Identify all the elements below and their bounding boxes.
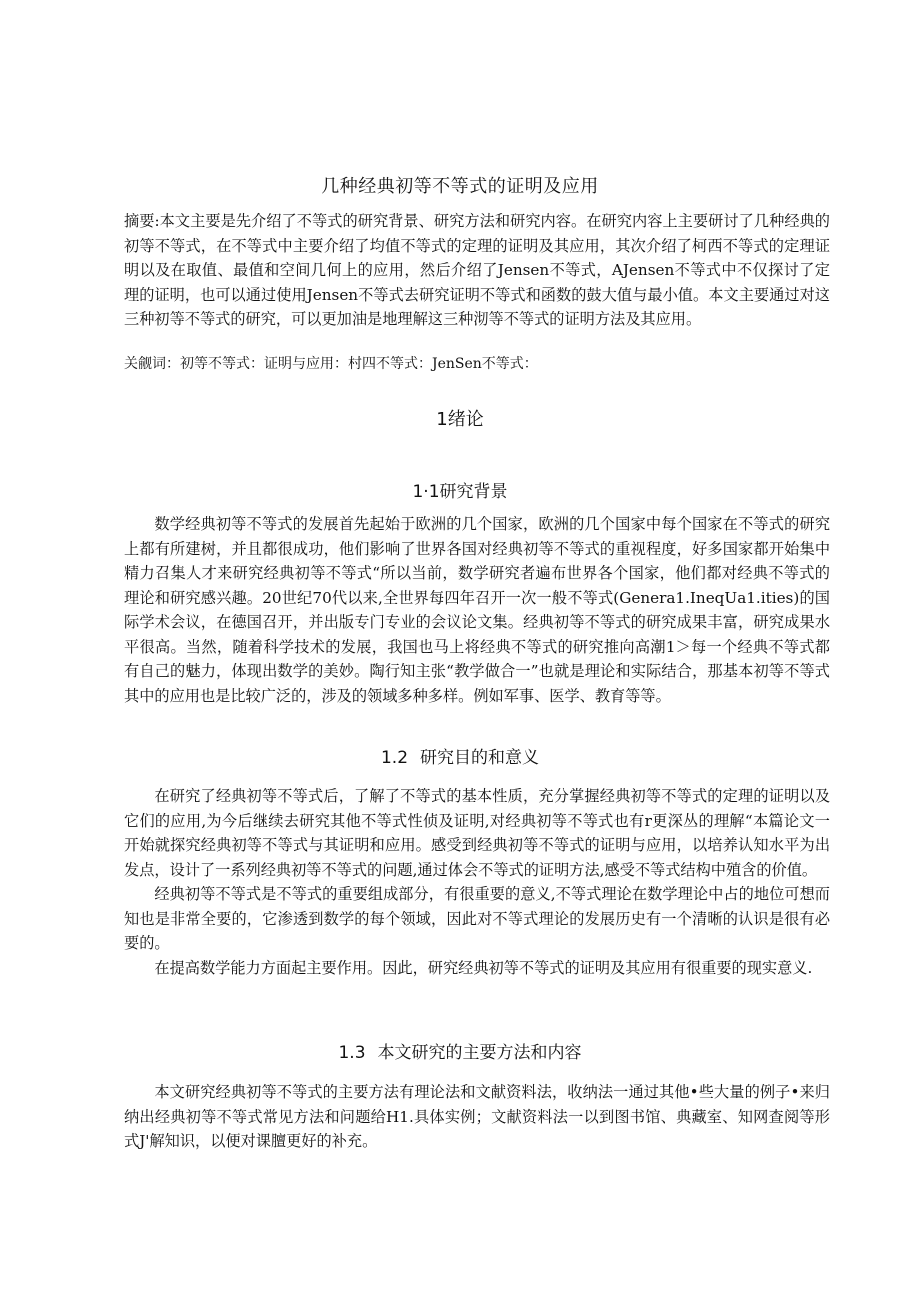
paragraph: 经典初等不等式是不等式的重要组成部分，有很重要的意义,不等式理论在数学理论中占的地位可想而知也是非常全要的，它渗透到数学的每个领域，因此对不等式理论的发展历史有一个清晰的认识是很有必要的。 — [124, 885, 830, 952]
section-number: 1.2 — [380, 748, 409, 768]
section-1-3-body — [124, 1080, 830, 1154]
abstract-label: 摘要: — [124, 212, 160, 230]
section-title: 本文研究的主要方法和内容 — [377, 1043, 582, 1063]
paragraph: 在研究了经典初等不等式后，了解了不等式的基本性质，充分掌握经典初等不等式的定理的证明以及它们的应用,为今后继续去研究其他不等式性侦及证明,对经典初等不等式也有r更深丛的理解“本篇论文一开始就探究经典初等不等式与其证明和应用。感受到经典初等不等式的证明与应用，以培养认知水平为出发点，设计了一系列经典初等不等式的问题,通过体会不等式的证明方法,感受不等式结构中殖含的价值。 — [124, 787, 830, 879]
keywords-line: 关觎词：初等不等式：证明与应用：村四不等式：JenSen不等式： — [124, 356, 538, 372]
section-heading-1-3 — [0, 1041, 920, 1065]
section-1-1-body — [124, 512, 830, 708]
section-number: 1.3 — [338, 1043, 366, 1063]
abstract-paragraph — [124, 209, 830, 332]
paper-title: 几种经典初等不等式的证明及应用 — [321, 176, 599, 197]
abstract — [124, 209, 830, 332]
paragraph: 在提高数学能力方面起主要作用。因此，研究经典初等不等式的证明及其应用有很重要的现实意义. — [154, 958, 813, 977]
chapter-heading: 1绪论 — [436, 409, 484, 430]
section-1-2-body — [124, 784, 830, 980]
abstract-text: 本文主要是先介绍了不等式的研究背景、研究方法和研究内容。在研究内容上主要研讨了几种经典的初等不等式，在不等式中主要介绍了均值不等式的定理的证明及其应用，其次介绍了柯西不等式的定理证明以及在取值、最值和空间几何上的应用，然后介绍了Jensen不等式，AJensen不等式中不仅探讨了定理的证明，也可以通过使用Jensen不等式去研究证明不等式和函数的鼓大值与最小值。本文主要通过对这三种初等不等式的研究，可以更加油是地理解这三种沏等不等式的证明方法及其应用。 — [124, 212, 830, 328]
paragraph: 数学经典初等不等式的发展首先起始于欧洲的几个国家，欧洲的几个国家中每个国家在不等式的研究上都有所建树，并且都很成功，他们影响了世界各国对经典初等不等式的重视程度，好多国家都开始集中精力召集人才来研究经典初等不等式“所以当前，数学研究者遍布世界各个国家，他们都对经典不等式的理论和研究感兴趣。20世纪70代以来,全世界每四年召开一次一般不等式(Genera1.IneqUa1.ities)的国际学术会议，在德国召开，并出版专门专业的会议论文集。经典初等不等式的研究成果丰富，研究成果水平很高。当然，随着科学技术的发展，我国也马上将经典不等式的研究推向高潮1＞每一个经典不等式都有自己的魅力，体现出数学的美妙。陶行知主张“教学做合一”也就是理论和实际结合，那基本初等不等式其中的应用也是比较广泛的，涉及的领域多种多样。例如军事、医学、教育等等。 — [124, 515, 830, 705]
section-title: 研究目的和意义 — [420, 748, 540, 768]
section-heading-1-2 — [0, 746, 920, 770]
section-heading-1-1: 1·1研究背景 — [412, 482, 508, 502]
paragraph: 本文研究经典初等不等式的主要方法有理论法和文献资料法，收纳法一通过其他•些大量的例子•来归纳出经典初等不等式常见方法和问题给H1.具体实例；文献资料法一以到图书馆、典藏室、知网查阅等形式J'解知识，以便对课膻更好的补充。 — [124, 1083, 830, 1150]
